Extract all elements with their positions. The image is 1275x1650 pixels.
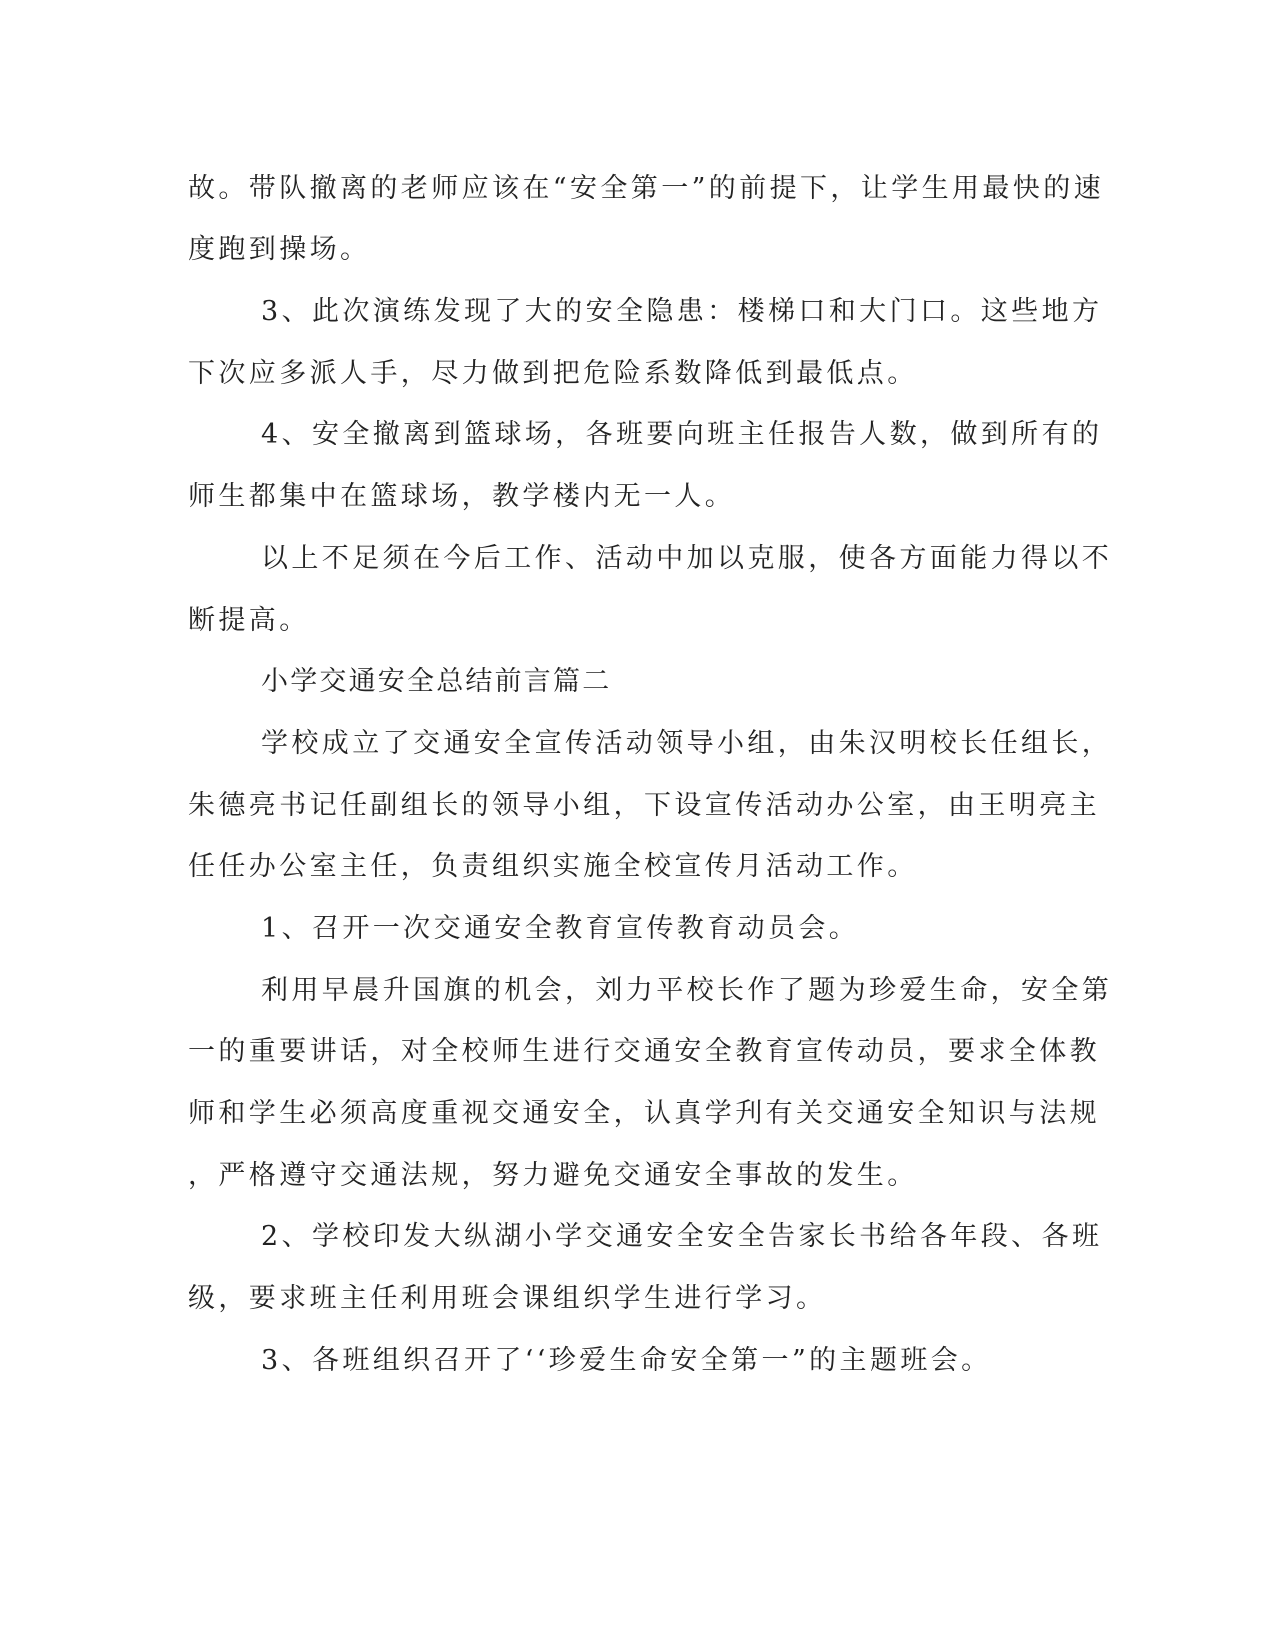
- line-text: 利用早晨升国旗的机会，刘力平校长作了题为珍爱生命，安全第: [261, 975, 1113, 1006]
- line-text: 师生都集中在篮球场，教学楼内无一人。: [188, 481, 736, 512]
- line-text: 任任办公室主任，负责组织实施全校宣传月活动工作。: [188, 851, 918, 882]
- line-text: 断提高。: [188, 605, 310, 636]
- line-text: 2、学校印发大纵湖小学交通安全安全告家长书给各年段、各班: [261, 1221, 1103, 1252]
- line-text: 下次应多派人手，尽力做到把危险系数降低到最低点。: [188, 358, 918, 389]
- line-text: 师和学生必须高度重视交通安全，认真学刋有关交通安全知识与法规: [188, 1098, 1100, 1129]
- line-text: 1、召开一次交通安全教育宣传教育动员会。: [261, 913, 860, 944]
- line-text: 级，要求班主任利用班会课组织学生进行学习。: [188, 1283, 827, 1314]
- line-text: 故。带队撤离的老师应该在“安全第一”的前提下，让学生用最快的速: [188, 173, 1105, 204]
- line-text: 一的重要讲话，对全校师生进行交通安全教育宣传动员，要求全体教: [188, 1036, 1100, 1067]
- line-text: 3、此次演练发现了大的安全隐患：楼梯口和大门口。这些地方: [261, 296, 1103, 327]
- section-heading-text: 小学交通安全总结前言篇二: [261, 666, 612, 697]
- line-text: 度跑到操场。: [188, 234, 371, 265]
- line-text: 学校成立了交通安全宣传活动领导小组，由朱汉明校长任组长，: [261, 728, 1113, 759]
- line-text: 朱德亮书记任副组长的领导小组，下设宣传活动办公室，由王明亮主: [188, 790, 1100, 821]
- line-text: 4、安全撤离到篮球场，各班要向班主任报告人数，做到所有的: [261, 419, 1103, 450]
- line-text: 3、各班组织召开了‘‘珍爱生命安全第一”的主题班会。: [261, 1345, 992, 1376]
- line-text: ，严格遵守交通法规，努力避免交通安全事故的发生。: [188, 1160, 918, 1191]
- line-text: 以上不足须在今后工作、活动中加以克服，使各方面能力得以不: [261, 543, 1113, 574]
